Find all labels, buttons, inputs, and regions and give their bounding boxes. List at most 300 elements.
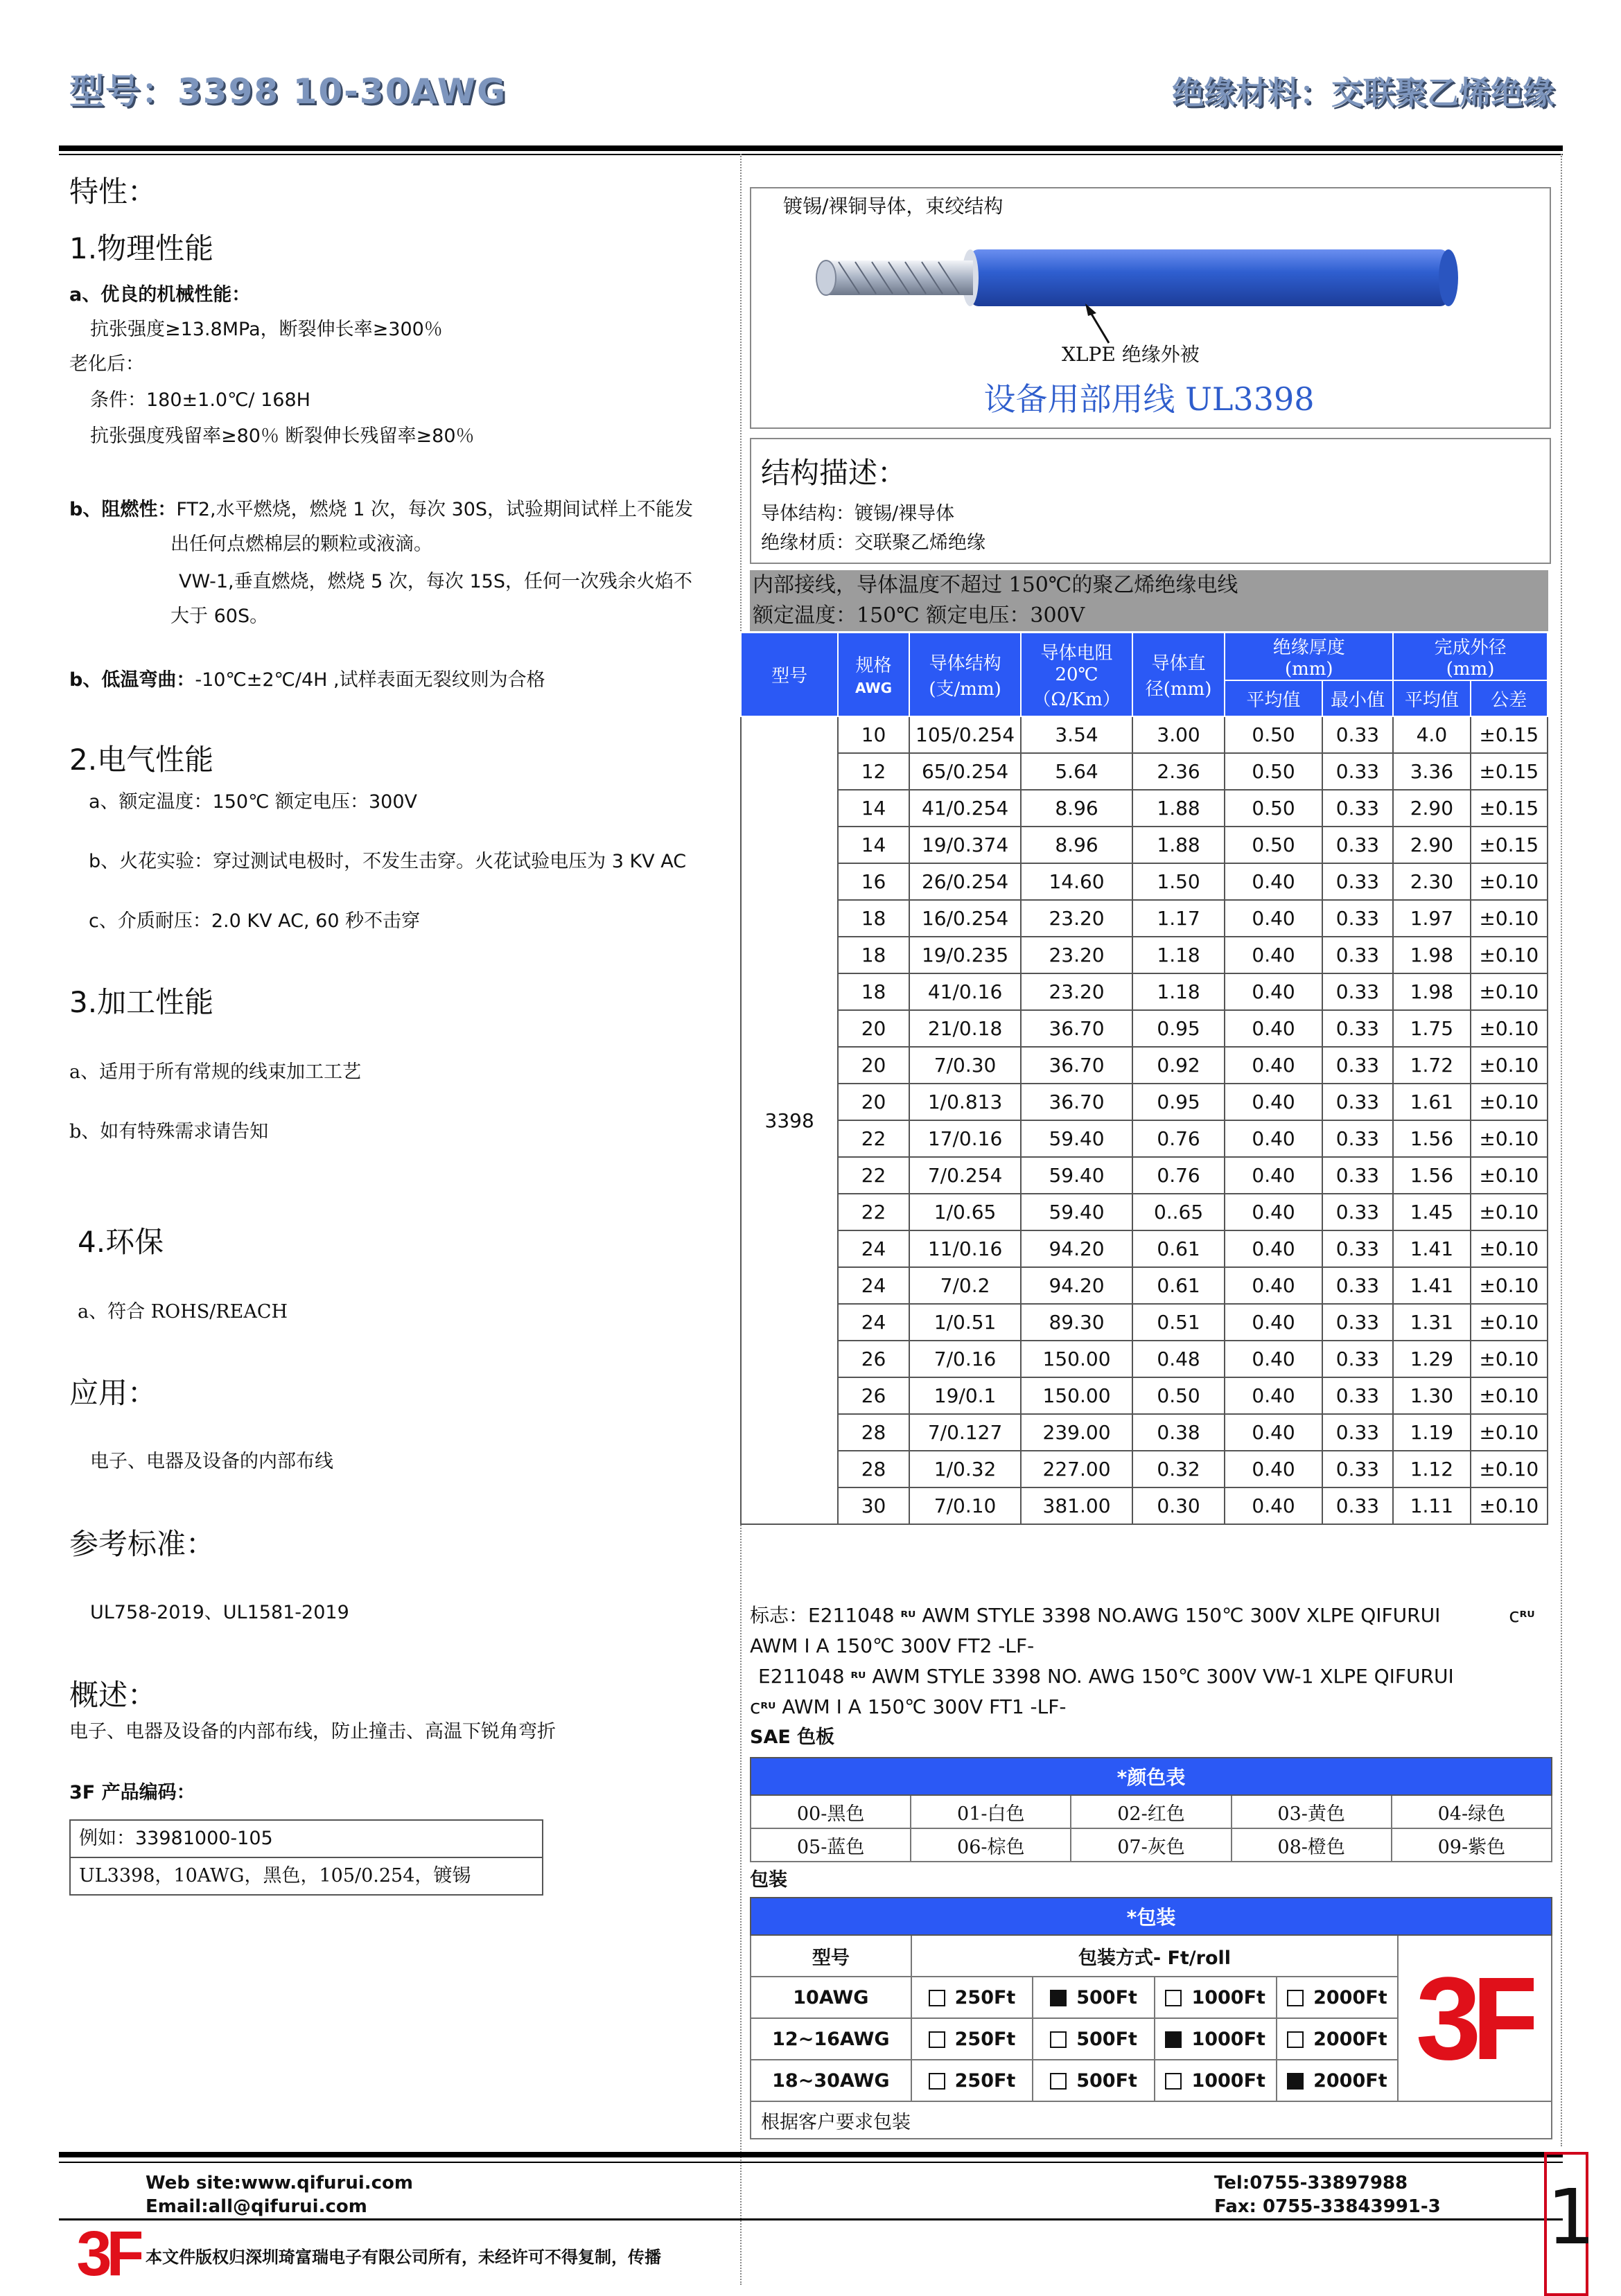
sae-heading: SAE 色板 bbox=[750, 1727, 835, 1748]
pack-option-label: 1000Ft bbox=[1191, 1986, 1265, 2008]
spec-table bbox=[740, 632, 1548, 1525]
table-cell: 1.41 bbox=[1393, 1267, 1470, 1304]
color-cell: 08-橙色 bbox=[1232, 1828, 1392, 1862]
table-row bbox=[741, 790, 1548, 827]
table-cell: 0.33 bbox=[1322, 900, 1393, 937]
3f-logo-icon bbox=[1416, 1961, 1534, 2072]
marking-line-1 bbox=[750, 1600, 1535, 1633]
aging-condition: 条件：180±1.0℃/ 168H bbox=[90, 389, 310, 411]
color-cell: 05-蓝色 bbox=[751, 1828, 911, 1862]
table-cell: 7/0.2 bbox=[909, 1267, 1022, 1304]
table-cell: 16 bbox=[838, 863, 909, 900]
table-row bbox=[741, 1304, 1548, 1341]
table-cell: 0.40 bbox=[1225, 1230, 1322, 1267]
conductor-label: 镀锡/裸铜导体，束绞结构 bbox=[783, 195, 1004, 218]
table-row bbox=[741, 1157, 1548, 1194]
table-cell: 1.45 bbox=[1393, 1194, 1470, 1230]
pack-option bbox=[911, 1977, 1033, 2018]
pack-option bbox=[911, 2018, 1033, 2060]
table-cell: 0.32 bbox=[1132, 1451, 1225, 1487]
pack-option-label: 250Ft bbox=[954, 1986, 1016, 2008]
table-cell: 1.18 bbox=[1132, 973, 1225, 1010]
table-cell: 0.33 bbox=[1322, 1451, 1393, 1487]
table-cell: 8.96 bbox=[1021, 790, 1132, 827]
electrical-heading: 2.电气性能 bbox=[69, 743, 214, 777]
col-diameter: 导体直 径(mm) bbox=[1132, 633, 1225, 716]
table-cell: 5.64 bbox=[1021, 753, 1132, 790]
table-cell: 0.40 bbox=[1225, 1047, 1322, 1084]
table-cell: 1.50 bbox=[1132, 863, 1225, 900]
mech-title: a、优良的机械性能： bbox=[69, 284, 251, 306]
overview-heading: 概述： bbox=[69, 1678, 157, 1712]
table-cell: 0.40 bbox=[1225, 1487, 1322, 1524]
checkbox-icon bbox=[1287, 2031, 1304, 2048]
color-cell: 00-黑色 bbox=[751, 1795, 911, 1828]
table-cell: 7/0.127 bbox=[909, 1414, 1022, 1451]
electrical-a: a、额定温度：150℃ 额定电压：300V bbox=[89, 791, 417, 813]
checkbox-icon bbox=[1050, 2031, 1067, 2048]
pack-option bbox=[1277, 2018, 1399, 2060]
table-cell: 2.90 bbox=[1393, 827, 1470, 863]
table-cell: ±0.10 bbox=[1471, 973, 1548, 1010]
marking-l1a: 标志：E211048 bbox=[750, 1604, 895, 1627]
table-cell: 0.33 bbox=[1322, 1047, 1393, 1084]
table-cell: 227.00 bbox=[1021, 1451, 1132, 1487]
table-cell: 1.75 bbox=[1393, 1010, 1470, 1047]
table-cell: 1.98 bbox=[1393, 937, 1470, 973]
pack-option-label: 2000Ft bbox=[1313, 1986, 1387, 2008]
packaging-heading: 包装 bbox=[750, 1869, 787, 1891]
table-cell: ±0.10 bbox=[1471, 1010, 1548, 1047]
col-model: 型号 bbox=[741, 633, 838, 716]
table-cell: 20 bbox=[838, 1010, 909, 1047]
table-cell: 1.98 bbox=[1393, 973, 1470, 1010]
table-cell: ±0.10 bbox=[1471, 1377, 1548, 1414]
table-row bbox=[741, 1047, 1548, 1084]
table-cell: 1.19 bbox=[1393, 1414, 1470, 1451]
table-cell: 4.0 bbox=[1393, 716, 1470, 753]
marking-line-4 bbox=[750, 1692, 1066, 1724]
checkbox-icon bbox=[1050, 2073, 1067, 2090]
jacket-label: XLPE 绝缘外被 bbox=[1062, 343, 1200, 366]
cold-bend-line bbox=[69, 666, 545, 694]
table-cell: 36.70 bbox=[1021, 1047, 1132, 1084]
table-cell: 0.33 bbox=[1322, 1414, 1393, 1451]
aging-label: 老化后： bbox=[69, 353, 144, 375]
table-cell: 41/0.254 bbox=[909, 790, 1022, 827]
table-cell: 7/0.10 bbox=[909, 1487, 1022, 1524]
table-cell: 1.88 bbox=[1132, 790, 1225, 827]
table-cell: 36.70 bbox=[1021, 1010, 1132, 1047]
table-cell: 22 bbox=[838, 1157, 909, 1194]
table-row bbox=[741, 900, 1548, 937]
header-rule-thin bbox=[59, 154, 1563, 155]
table-cell: 0.38 bbox=[1132, 1414, 1225, 1451]
table-cell: 0.33 bbox=[1322, 1084, 1393, 1120]
checkbox-icon bbox=[1165, 2031, 1182, 2048]
cold-bend-text: -10℃±2℃/4H ,试样表面无裂纹则为合格 bbox=[195, 669, 545, 691]
col-insulation: 绝缘厚度 (mm) bbox=[1225, 633, 1393, 680]
pack-option bbox=[1033, 1977, 1155, 2018]
table-cell: 0.33 bbox=[1322, 716, 1393, 753]
marking-l1c: c bbox=[1509, 1604, 1520, 1627]
table-cell: 26 bbox=[838, 1377, 909, 1414]
table-cell: 0.33 bbox=[1322, 1194, 1393, 1230]
table-cell: 2.30 bbox=[1393, 863, 1470, 900]
table-cell: 0.40 bbox=[1225, 1084, 1322, 1120]
table-cell: 14 bbox=[838, 827, 909, 863]
table-cell: 23.20 bbox=[1021, 900, 1132, 937]
col-ins-min: 最小值 bbox=[1322, 680, 1393, 716]
table-cell: 0.40 bbox=[1225, 900, 1322, 937]
table-cell: 0.76 bbox=[1132, 1120, 1225, 1157]
table-cell: 0.40 bbox=[1225, 973, 1322, 1010]
col-conductor: 导体结构 (支/mm) bbox=[909, 633, 1022, 716]
table-cell: 0.33 bbox=[1322, 1304, 1393, 1341]
table-cell: 3.00 bbox=[1132, 716, 1225, 753]
table-cell: 239.00 bbox=[1021, 1414, 1132, 1451]
application-heading: 应用： bbox=[69, 1376, 157, 1410]
rating-note bbox=[750, 570, 1548, 631]
flame-vw1-2: 大于 60S。 bbox=[170, 606, 269, 627]
standards-text: UL758-2019、UL1581-2019 bbox=[90, 1602, 349, 1623]
pack-option-label: 500Ft bbox=[1076, 2069, 1137, 2092]
color-cell: 09-紫色 bbox=[1392, 1828, 1552, 1862]
table-cell: 10 bbox=[838, 716, 909, 753]
packaging-table bbox=[750, 1897, 1552, 2139]
table-cell: 94.20 bbox=[1021, 1267, 1132, 1304]
pack-logo-cell bbox=[1398, 1935, 1552, 2101]
table-cell: 30 bbox=[838, 1487, 909, 1524]
table-cell: 7/0.30 bbox=[909, 1047, 1022, 1084]
packaging-table-title: *包装 bbox=[751, 1898, 1552, 1935]
table-cell: 1.72 bbox=[1393, 1047, 1470, 1084]
checkbox-icon bbox=[929, 1990, 945, 2006]
color-row bbox=[751, 1795, 1552, 1828]
table-cell: ±0.10 bbox=[1471, 1194, 1548, 1230]
table-cell: 22 bbox=[838, 1194, 909, 1230]
pack-option-label: 2000Ft bbox=[1313, 2069, 1387, 2092]
pack-option bbox=[1277, 2060, 1399, 2101]
model-cell: 3398 bbox=[741, 716, 838, 1524]
table-cell: 0.95 bbox=[1132, 1010, 1225, 1047]
table-cell: 8.96 bbox=[1021, 827, 1132, 863]
processing-a: a、适用于所有常规的线束加工工艺 bbox=[69, 1061, 362, 1083]
table-cell: 20 bbox=[838, 1047, 909, 1084]
table-cell: 0.40 bbox=[1225, 1194, 1322, 1230]
table-cell: 1.56 bbox=[1393, 1120, 1470, 1157]
header-rule bbox=[59, 145, 1563, 151]
table-row bbox=[741, 973, 1548, 1010]
table-cell: 150.00 bbox=[1021, 1341, 1132, 1377]
table-cell: 0.33 bbox=[1322, 1341, 1393, 1377]
table-cell: ±0.10 bbox=[1471, 1487, 1548, 1524]
color-cell: 02-红色 bbox=[1071, 1795, 1231, 1828]
table-cell: 0.40 bbox=[1225, 1267, 1322, 1304]
color-cell: 04-绿色 bbox=[1392, 1795, 1552, 1828]
table-cell: 24 bbox=[838, 1230, 909, 1267]
table-cell: 1/0.813 bbox=[909, 1084, 1022, 1120]
table-cell: ±0.15 bbox=[1471, 716, 1548, 753]
table-cell: ±0.15 bbox=[1471, 790, 1548, 827]
table-cell: 0.40 bbox=[1225, 1304, 1322, 1341]
table-cell: 2.90 bbox=[1393, 790, 1470, 827]
table-cell: 23.20 bbox=[1021, 973, 1132, 1010]
table-cell: 0.33 bbox=[1322, 937, 1393, 973]
marking-l1b: AWM STYLE 3398 NO.AWG 150℃ 300V XLPE QIFURUI bbox=[922, 1604, 1441, 1627]
table-cell: 28 bbox=[838, 1414, 909, 1451]
table-row bbox=[741, 937, 1548, 973]
table-cell: 0.50 bbox=[1132, 1377, 1225, 1414]
diagram-title: 设备用部用线 UL3398 bbox=[983, 380, 1315, 418]
rating-note-line2: 额定温度：150℃ 额定电压：300V bbox=[753, 603, 1085, 628]
table-cell: 18 bbox=[838, 973, 909, 1010]
checkbox-icon bbox=[1165, 1990, 1182, 2006]
footer-tel: Tel:0755-33897988 bbox=[1214, 2173, 1408, 2193]
table-cell: 0.33 bbox=[1322, 1157, 1393, 1194]
table-cell: 0.40 bbox=[1225, 937, 1322, 973]
checkbox-icon bbox=[1287, 2073, 1304, 2090]
pack-option bbox=[1277, 1977, 1399, 2018]
cold-bend-label: b、低温弯曲： bbox=[69, 669, 195, 691]
table-cell: 36.70 bbox=[1021, 1084, 1132, 1120]
marking-line-3 bbox=[758, 1661, 1454, 1694]
table-cell: 65/0.254 bbox=[909, 753, 1022, 790]
checkbox-icon bbox=[929, 2073, 945, 2090]
table-cell: 1/0.65 bbox=[909, 1194, 1022, 1230]
table-cell: 0.40 bbox=[1225, 1451, 1322, 1487]
table-cell: 1.88 bbox=[1132, 827, 1225, 863]
table-cell: 3.54 bbox=[1021, 716, 1132, 753]
table-row bbox=[741, 1194, 1548, 1230]
table-cell: 0.33 bbox=[1322, 1267, 1393, 1304]
table-cell: ±0.10 bbox=[1471, 1414, 1548, 1451]
cur-icon: ᴿᵁ bbox=[760, 1700, 776, 1717]
table-cell: 16/0.254 bbox=[909, 900, 1022, 937]
table-cell: 381.00 bbox=[1021, 1487, 1132, 1524]
table-cell: ±0.10 bbox=[1471, 1230, 1548, 1267]
table-cell: 23.20 bbox=[1021, 937, 1132, 973]
page-number: 1 bbox=[1547, 2173, 1595, 2261]
product-code-box bbox=[69, 1819, 543, 1896]
table-cell: 0.33 bbox=[1322, 1377, 1393, 1414]
color-cell: 07-灰色 bbox=[1071, 1828, 1231, 1862]
table-row bbox=[741, 1487, 1548, 1524]
table-cell: 0.33 bbox=[1322, 1230, 1393, 1267]
table-cell: 3.36 bbox=[1393, 753, 1470, 790]
table-cell: 0.40 bbox=[1225, 1010, 1322, 1047]
svg-text:3F: 3F bbox=[1416, 1960, 1534, 2072]
product-code-desc: UL3398，10AWG，黑色，105/0.254，镀锡 bbox=[71, 1857, 542, 1894]
table-cell: 0.40 bbox=[1225, 1341, 1322, 1377]
table-cell: 0.50 bbox=[1225, 753, 1322, 790]
table-cell: 59.40 bbox=[1021, 1157, 1132, 1194]
table-cell: ±0.10 bbox=[1471, 1047, 1548, 1084]
table-cell: ±0.10 bbox=[1471, 1451, 1548, 1487]
pack-option bbox=[911, 2060, 1033, 2101]
table-cell: 0.33 bbox=[1322, 790, 1393, 827]
table-cell: 1.56 bbox=[1393, 1157, 1470, 1194]
col-resistance: 导体电阻 20℃ （Ω/Km） bbox=[1021, 633, 1132, 716]
color-row bbox=[751, 1828, 1552, 1862]
table-cell: 0.33 bbox=[1322, 1487, 1393, 1524]
table-row bbox=[741, 753, 1548, 790]
table-cell: 0.50 bbox=[1225, 716, 1322, 753]
table-cell: 41/0.16 bbox=[909, 973, 1022, 1010]
table-cell: 0.40 bbox=[1225, 1157, 1322, 1194]
table-cell: 0.50 bbox=[1225, 827, 1322, 863]
footer-copyright: 本文件版权归深圳琦富瑞电子有限公司所有，未经许可不得复制，传播 bbox=[146, 2248, 661, 2267]
footer-fax: Fax: 0755-33843991-3 bbox=[1214, 2196, 1441, 2217]
page-number-box bbox=[1544, 2152, 1595, 2296]
standards-heading: 参考标准： bbox=[69, 1527, 216, 1561]
pack-option-label: 250Ft bbox=[954, 2069, 1016, 2092]
table-cell: 22 bbox=[838, 1120, 909, 1157]
cur-icon: ᴿᵁ bbox=[1519, 1609, 1535, 1626]
table-row bbox=[741, 863, 1548, 900]
table-cell: 0..65 bbox=[1132, 1194, 1225, 1230]
table-row bbox=[741, 1230, 1548, 1267]
table-cell: 1.41 bbox=[1393, 1230, 1470, 1267]
marking-l3a: E211048 bbox=[758, 1665, 845, 1688]
svg-text:3F: 3F bbox=[76, 2223, 140, 2281]
table-cell: 18 bbox=[838, 900, 909, 937]
table-cell: ±0.15 bbox=[1471, 753, 1548, 790]
table-row bbox=[741, 716, 1548, 753]
table-cell: 19/0.1 bbox=[909, 1377, 1022, 1414]
pack-model: 18~30AWG bbox=[751, 2060, 911, 2101]
col-od-tol: 公差 bbox=[1471, 680, 1548, 716]
table-cell: 1.11 bbox=[1393, 1487, 1470, 1524]
pack-option bbox=[1155, 1977, 1277, 2018]
page-title: 型号：3398 10-30AWG bbox=[69, 71, 507, 112]
checkbox-icon bbox=[1050, 1990, 1067, 2006]
col-ins-avg: 平均值 bbox=[1225, 680, 1322, 716]
table-cell: 7/0.16 bbox=[909, 1341, 1022, 1377]
table-row bbox=[741, 1414, 1548, 1451]
table-cell: 59.40 bbox=[1021, 1194, 1132, 1230]
table-cell: 1.18 bbox=[1132, 937, 1225, 973]
table-cell: ±0.10 bbox=[1471, 1341, 1548, 1377]
table-cell: 0.40 bbox=[1225, 1120, 1322, 1157]
electrical-c: c、介质耐压：2.0 KV AC, 60 秒不击穿 bbox=[89, 910, 421, 932]
col-od: 完成外径 (mm) bbox=[1393, 633, 1548, 680]
table-cell: 0.51 bbox=[1132, 1304, 1225, 1341]
pack-col-model: 型号 bbox=[751, 1935, 911, 1977]
table-cell: 17/0.16 bbox=[909, 1120, 1022, 1157]
col-od-avg: 平均值 bbox=[1393, 680, 1470, 716]
table-row bbox=[741, 1451, 1548, 1487]
color-cell: 06-棕色 bbox=[911, 1828, 1071, 1862]
table-cell: ±0.10 bbox=[1471, 937, 1548, 973]
table-cell: 1.31 bbox=[1393, 1304, 1470, 1341]
structure-insulation: 绝缘材质：交联聚乙烯绝缘 bbox=[761, 532, 985, 554]
table-cell: 19/0.374 bbox=[909, 827, 1022, 863]
table-row bbox=[741, 827, 1548, 863]
table-cell: ±0.10 bbox=[1471, 1120, 1548, 1157]
pack-model: 12~16AWG bbox=[751, 2018, 911, 2060]
pack-option-label: 500Ft bbox=[1076, 1986, 1137, 2008]
product-code-example: 例如：33981000-105 bbox=[79, 1828, 273, 1849]
table-cell: 0.40 bbox=[1225, 863, 1322, 900]
table-cell: 1.30 bbox=[1393, 1377, 1470, 1414]
insulation-material-title: 绝缘材料：交联聚乙烯绝缘 bbox=[1172, 74, 1554, 112]
rating-note-line1: 内部接线，导体温度不超过 150℃的聚乙烯绝缘电线 bbox=[753, 573, 1238, 597]
cable-illustration bbox=[783, 229, 1476, 346]
color-cell: 03-黄色 bbox=[1232, 1795, 1392, 1828]
table-cell: 0.61 bbox=[1132, 1267, 1225, 1304]
table-cell: 0.33 bbox=[1322, 973, 1393, 1010]
table-cell: 7/0.254 bbox=[909, 1157, 1022, 1194]
table-cell: ±0.10 bbox=[1471, 863, 1548, 900]
pack-option-label: 1000Ft bbox=[1191, 2028, 1265, 2050]
table-cell: 0.33 bbox=[1322, 863, 1393, 900]
pack-col-method: 包装方式- Ft/roll bbox=[911, 1935, 1399, 1977]
pack-option-label: 250Ft bbox=[954, 2028, 1016, 2050]
table-cell: 11/0.16 bbox=[909, 1230, 1022, 1267]
table-cell: 94.20 bbox=[1021, 1230, 1132, 1267]
table-cell: 26 bbox=[838, 1341, 909, 1377]
table-cell: 1.97 bbox=[1393, 900, 1470, 937]
table-row bbox=[741, 1010, 1548, 1047]
table-row bbox=[741, 1377, 1548, 1414]
flame-ft2-2: 出任何点燃棉层的颗粒或液滴。 bbox=[170, 533, 432, 555]
table-cell: 0.40 bbox=[1225, 1414, 1322, 1451]
table-cell: 0.92 bbox=[1132, 1047, 1225, 1084]
color-table bbox=[750, 1757, 1552, 1862]
application-text: 电子、电器及设备的内部布线 bbox=[90, 1451, 333, 1472]
table-cell: 150.00 bbox=[1021, 1377, 1132, 1414]
electrical-b: b、火花实验：穿过测试电极时，不发生击穿。火花试验电压为 3 KV AC bbox=[89, 851, 687, 872]
features-heading: 特性： bbox=[69, 175, 157, 209]
table-cell: 0.30 bbox=[1132, 1487, 1225, 1524]
color-table-title: *颜色表 bbox=[751, 1758, 1552, 1795]
processing-b: b、如有特殊需求请告知 bbox=[69, 1121, 269, 1142]
footer-rule-thin bbox=[59, 2162, 1563, 2163]
packaging-note: 根据客户要求包装 bbox=[751, 2101, 1552, 2139]
table-cell: 105/0.254 bbox=[909, 716, 1022, 753]
processing-heading: 3.加工性能 bbox=[69, 985, 214, 1019]
table-cell: ±0.10 bbox=[1471, 1304, 1548, 1341]
table-cell: 0.33 bbox=[1322, 1010, 1393, 1047]
table-cell: ±0.15 bbox=[1471, 827, 1548, 863]
table-cell: 0.33 bbox=[1322, 1120, 1393, 1157]
ur-icon: ᴿᵁ bbox=[900, 1609, 916, 1626]
environment-heading: 4.环保 bbox=[78, 1225, 164, 1259]
table-cell: 0.33 bbox=[1322, 827, 1393, 863]
table-cell: 14.60 bbox=[1021, 863, 1132, 900]
footer-email: Email:all@qifurui.com bbox=[146, 2196, 367, 2217]
table-cell: 0.40 bbox=[1225, 1377, 1322, 1414]
table-cell: 89.30 bbox=[1021, 1304, 1132, 1341]
table-cell: 18 bbox=[838, 937, 909, 973]
table-cell: 21/0.18 bbox=[909, 1010, 1022, 1047]
table-cell: 1.12 bbox=[1393, 1451, 1470, 1487]
overview-text: 电子、电器及设备的内部布线，防止撞击、高温下锐角弯折 bbox=[69, 1721, 556, 1742]
table-cell: 0.61 bbox=[1132, 1230, 1225, 1267]
flame-ft2-1: FT2,水平燃烧，燃烧 1 次，每次 30S，试验期间试样上不能发 bbox=[176, 499, 694, 520]
table-cell: 1/0.51 bbox=[909, 1304, 1022, 1341]
table-cell: 28 bbox=[838, 1451, 909, 1487]
footer-3f-logo-icon bbox=[75, 2223, 141, 2281]
table-cell: 14 bbox=[838, 790, 909, 827]
footer-rule bbox=[59, 2152, 1563, 2157]
table-cell: 20 bbox=[838, 1084, 909, 1120]
marking-l3b: AWM STYLE 3398 NO. AWG 150℃ 300V VW-1 XLPE QIFURUI bbox=[872, 1665, 1454, 1688]
ur-icon: ᴿᵁ bbox=[850, 1670, 866, 1687]
right-border bbox=[1561, 154, 1562, 2146]
checkbox-icon bbox=[1165, 2073, 1182, 2090]
